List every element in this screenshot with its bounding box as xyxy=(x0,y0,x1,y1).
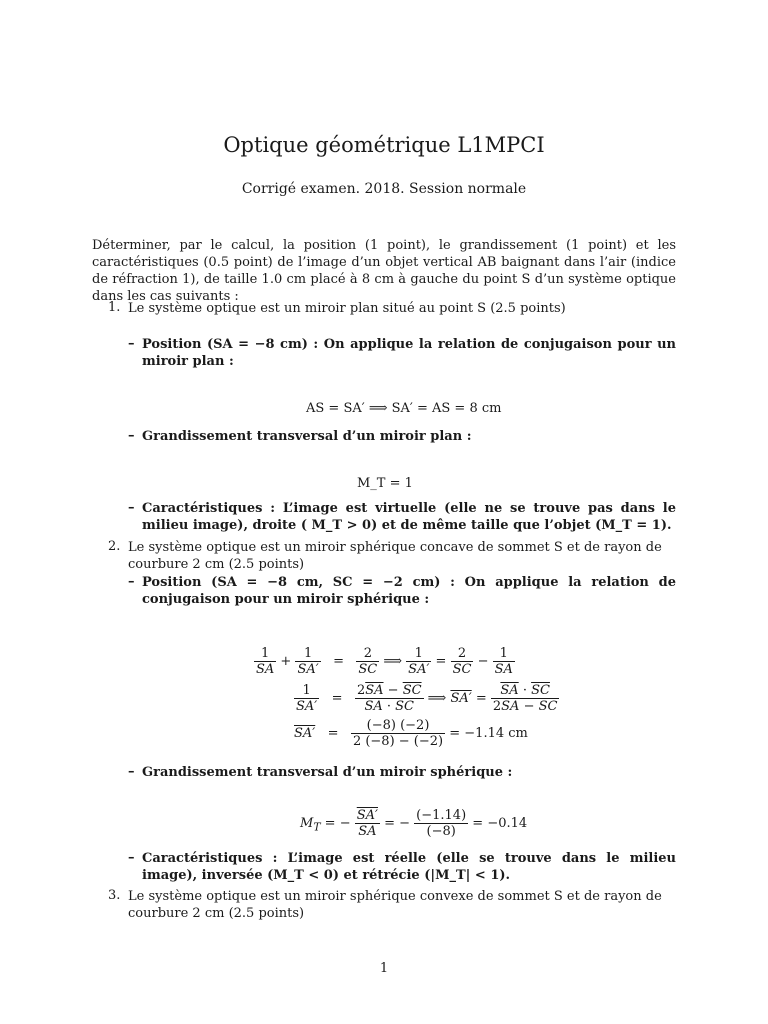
item-2-number: 2. xyxy=(108,539,121,554)
item-1-text: Le système optique est un miroir plan situé au point S (2.5 points) xyxy=(128,301,566,316)
bullet-dash: – xyxy=(128,574,135,589)
bullet-dash: – xyxy=(128,336,135,351)
item-2-equation-line-1: $\frac{1}{SA}$ + $\frac{1}{SA'}$ = $\frac{2}{SC}$ ⟹ $\frac{1}{SA'}$ = $\frac{2}{SC}$ − $\frac{1}{SA}$ xyxy=(256,646,513,677)
item-2-position-label: Position (SA = −8 cm, SC = −2 cm) : On applique la relation de conjugaison pour un miroir sphérique : xyxy=(142,575,676,607)
intro-paragraph: Déterminer, par le calcul, la position (1 point), le grandissement (1 point) et les caractéristiques (0.5 point) de l’image d’un objet vertical AB baignant dans l’air (indice de réfraction 1), de taille 1.0 cm placé à 8 cm à gauche du point S d’un système optique dans les cas suivants : xyxy=(92,238,676,304)
item-2-equation-line-3: SA′ = $\frac{(-8) (-2)}{2 (-8) - (-2)}$ = −1.14 cm xyxy=(294,718,528,749)
item-1-grand-label: Grandissement transversal d’un miroir plan : xyxy=(142,429,472,444)
eq3-denominator: 2 (−8) − (−2) xyxy=(352,734,444,749)
eq3-numerator: (−8) (−2) xyxy=(351,718,445,734)
item-3-text: Le système optique est un miroir sphérique convexe de sommet S et de rayon de courbure 2 cm (2.5 points) xyxy=(128,889,662,921)
page-subtitle: Corrigé examen. 2018. Session normale xyxy=(241,181,527,197)
item-2-text: Le système optique est un miroir sphérique concave de sommet S et de rayon de courbure 2 cm (2.5 points) xyxy=(128,540,662,572)
item-1-number: 1. xyxy=(108,300,121,315)
item-1-equation: AS = SA′ ⟹ SA′ = AS = 8 cm xyxy=(306,401,502,416)
item-2-equation-line-2: $\frac{1}{SA'}$ = $\frac{2\overline{SA} - \overline{SC}}{\overline{SA} \cdot \overline{SC}}$ ⟹ SA′ = $\frac{\overline{SA} \cdot \overline{SC}}{2\overline{SA} - \overline{SC}}$ xyxy=(296,683,558,714)
item-2-grand-label: Grandissement transversal d’un miroir sphérique : xyxy=(142,765,513,780)
page-title: Optique géométrique L1MPCI xyxy=(223,133,545,157)
item-1-position-label: Position (SA = −8 cm) : On applique la relation de conjugaison pour un miroir plan : xyxy=(142,337,676,369)
eq3-result: = −1.14 cm xyxy=(449,726,528,741)
item-2-grand-equation: $M_T$ = − $\frac{SA'}{SA}$ = − $\frac{(-1.14)}{(-8)}$ = −0.14 xyxy=(300,808,528,839)
bullet-dash: – xyxy=(128,500,135,515)
grand-denominator: (−8) xyxy=(426,824,456,839)
bullet-dash: – xyxy=(128,764,135,779)
item-1-grand-equation: M_T = 1 xyxy=(357,476,413,491)
page-number: 1 xyxy=(379,961,389,976)
item-3-number: 3. xyxy=(108,888,121,903)
item-1-carac-label: Caractéristiques : L’image est virtuelle (elle ne se trouve pas dans le milieu image), droite ( M_T > 0) et de même taille que l’objet (M_T = 1). xyxy=(142,501,676,533)
grand-numerator: (−1.14) xyxy=(416,808,467,823)
item-2-carac-label: Caractéristiques : L’image est réelle (elle se trouve dans le milieu image), inversée (M_T < 0) et rétrécie (|M_T| < 1). xyxy=(142,851,676,883)
bullet-dash: – xyxy=(128,850,135,865)
grand-result: = −0.14 xyxy=(472,816,528,831)
bullet-dash: – xyxy=(128,428,135,443)
